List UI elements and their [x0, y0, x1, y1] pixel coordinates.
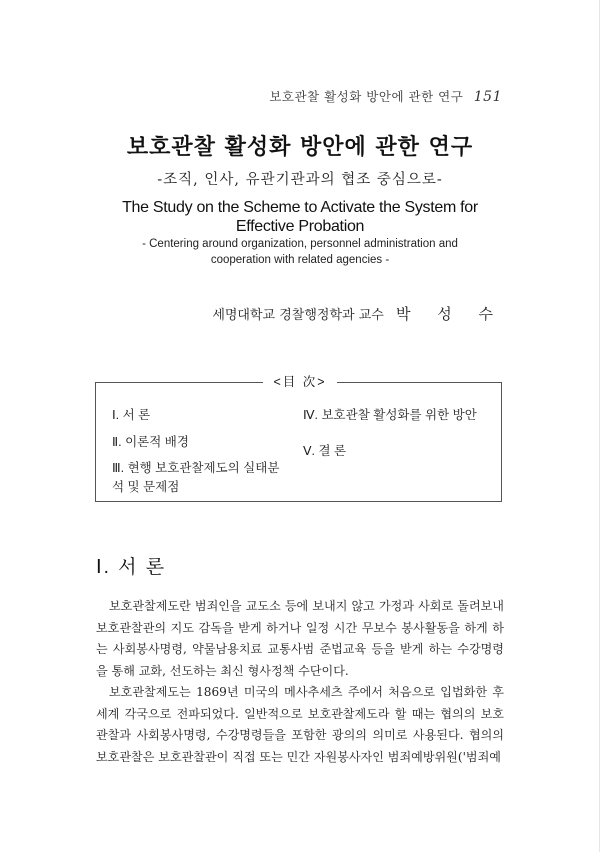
author-affiliation: 세명대학교 경찰행정학과 교수 [212, 308, 384, 323]
toc-item: Ⅱ. 이론적 배경 [112, 435, 189, 449]
toc-item: Ⅲ. 현행 보호관찰제도의 실태분 석 및 문제점 [112, 461, 280, 494]
running-title: 보호관찰 활성화 방안에 관한 연구 [269, 89, 464, 104]
author-name: 박 성 수 [395, 305, 504, 323]
author-line [212, 303, 504, 324]
paper-title-english: The Study on the Scheme to Activate the System for Effective Probation [122, 199, 478, 235]
toc-item: Ⅰ. 서 론 [112, 408, 151, 422]
page-number: 151 [473, 89, 502, 105]
paragraph: 보호관찰제도란 범죄인을 교도소 등에 보내지 않고 가정과 사회로 돌려보내 보호관찰관의 지도 감독을 받게 하거나 일정 시간 무보수 봉사활동을 하게 하는 사회봉사명령, 약물남용치료 교통사범 준법교육 등을 받게 하는 수강명령을 통해 교화, 선도하는 최신 형사정책 수단이다. [96, 599, 504, 678]
section-heading: Ⅰ. 서 론 [96, 557, 167, 578]
toc-item: Ⅳ. 보호관찰 활성화를 위한 방안 [303, 408, 477, 422]
toc-item: Ⅴ. 결 론 [303, 444, 347, 458]
paper-subtitle-english: - Centering around organization, personnel administration and cooperation with related agencies - [142, 238, 458, 266]
paragraph: 보호관찰제도는 1869년 미국의 메사추세츠 주에서 처음으로 입법화한 후 세계 각국으로 전파되었다. 일반적으로 보호관찰제도라 할 때는 협의의 보호관찰과 사회봉사명령, 수강명령들을 포함한 광의의 의미로 사용된다. 협의의 보호관찰은 보호관찰관이 직접 또는 민간 자원봉사자인 범죄예방위원('범죄예 [96, 685, 504, 764]
toc-heading: <目 次> [0, 372, 600, 390]
running-header [269, 87, 502, 105]
paper-subtitle-korean: -조직, 인사, 유관기관과의 협조 중심으로- [157, 172, 443, 188]
body-text [96, 596, 504, 768]
paper-title-korean: 보호관찰 활성화 방안에 관한 연구 [126, 134, 474, 160]
